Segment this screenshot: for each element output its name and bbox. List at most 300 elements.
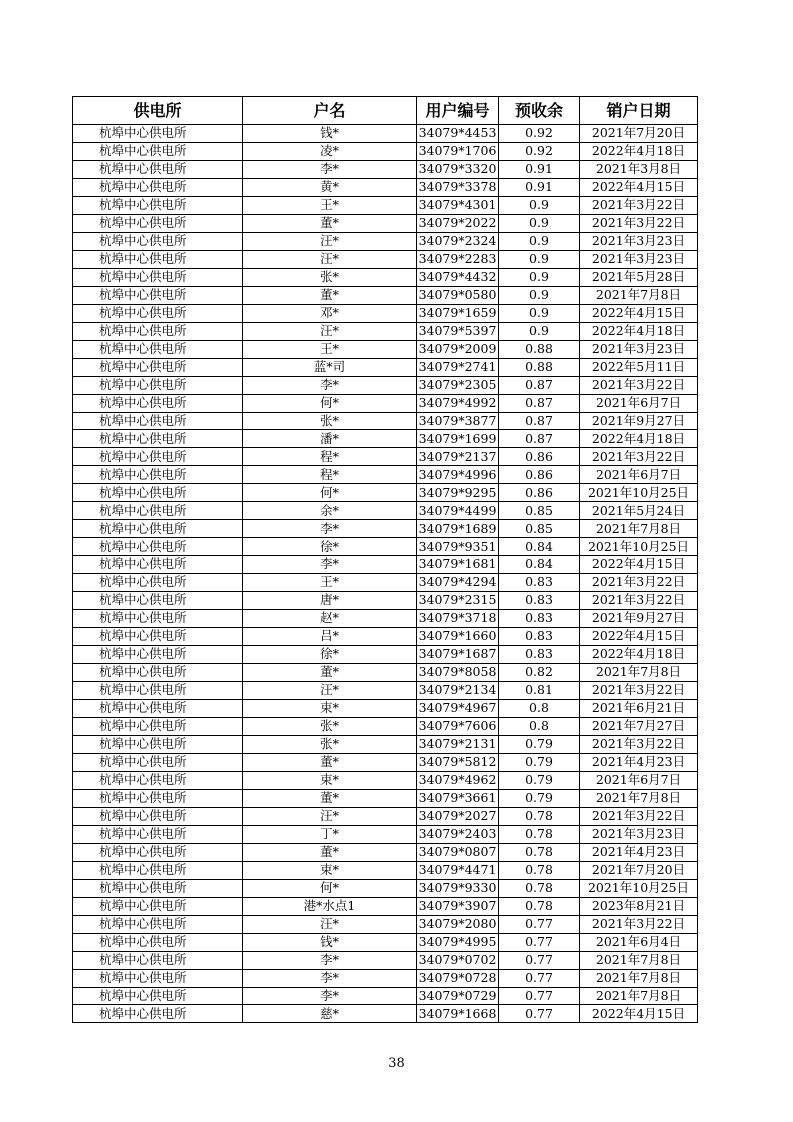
cell-prepaid-balance: 0.9 [499, 250, 580, 268]
cell-account-name: 王* [243, 574, 417, 592]
cell-user-id: 34079*3877 [417, 412, 499, 430]
cell-user-id: 34079*0807 [417, 843, 499, 861]
cell-prepaid-balance: 0.83 [499, 646, 580, 664]
table-row [73, 825, 698, 843]
cell-closure-date: 2021年3月8日 [580, 160, 698, 178]
cell-user-id: 34079*1668 [417, 1005, 499, 1023]
cell-closure-date: 2022年4月18日 [580, 646, 698, 664]
cell-account-name: 慈* [243, 1005, 417, 1023]
cell-closure-date: 2022年4月15日 [580, 178, 698, 196]
cell-user-id: 34079*4962 [417, 771, 499, 789]
cell-user-id: 34079*9330 [417, 879, 499, 897]
cell-account-name: 丁* [243, 825, 417, 843]
cell-closure-date: 2021年3月22日 [580, 592, 698, 610]
cell-prepaid-balance: 0.87 [499, 376, 580, 394]
table-row [73, 843, 698, 861]
cell-user-id: 34079*4995 [417, 933, 499, 951]
cell-power-office: 杭埠中心供电所 [73, 358, 243, 376]
cell-user-id: 34079*3907 [417, 897, 499, 915]
table-row [73, 574, 698, 592]
cell-user-id: 34079*1681 [417, 556, 499, 574]
cell-user-id: 34079*1687 [417, 646, 499, 664]
cell-closure-date: 2021年3月22日 [580, 807, 698, 825]
cell-user-id: 34079*4294 [417, 574, 499, 592]
cell-account-name: 凌* [243, 142, 417, 160]
cell-power-office: 杭埠中心供电所 [73, 250, 243, 268]
cell-power-office: 杭埠中心供电所 [73, 304, 243, 322]
table-row [73, 142, 698, 160]
table-row [73, 196, 698, 214]
cell-account-name: 程* [243, 466, 417, 484]
cell-account-name: 钱* [243, 933, 417, 951]
table-row [73, 915, 698, 933]
cell-prepaid-balance: 0.91 [499, 160, 580, 178]
table-row [73, 268, 698, 286]
cell-account-name: 蓝*司 [243, 358, 417, 376]
cell-power-office: 杭埠中心供电所 [73, 897, 243, 915]
cell-closure-date: 2021年4月23日 [580, 843, 698, 861]
cell-account-name: 何* [243, 394, 417, 412]
table-row [73, 520, 698, 538]
cell-closure-date: 2021年3月22日 [580, 376, 698, 394]
table-row [73, 771, 698, 789]
cell-account-name: 李* [243, 987, 417, 1005]
cell-closure-date: 2021年7月8日 [580, 951, 698, 969]
cell-power-office: 杭埠中心供电所 [73, 915, 243, 933]
table-row [73, 448, 698, 466]
cell-user-id: 34079*5812 [417, 753, 499, 771]
cell-power-office: 杭埠中心供电所 [73, 843, 243, 861]
cell-account-name: 何* [243, 879, 417, 897]
cell-account-name: 汪* [243, 915, 417, 933]
cell-power-office: 杭埠中心供电所 [73, 1005, 243, 1023]
header-user-id: 用户编号 [417, 97, 499, 125]
cell-closure-date: 2021年3月22日 [580, 196, 698, 214]
cell-closure-date: 2021年3月23日 [580, 250, 698, 268]
cell-user-id: 34079*4432 [417, 268, 499, 286]
cell-closure-date: 2021年7月20日 [580, 125, 698, 143]
cell-account-name: 汪* [243, 232, 417, 250]
cell-account-name: 吕* [243, 628, 417, 646]
cell-power-office: 杭埠中心供电所 [73, 322, 243, 340]
cell-prepaid-balance: 0.9 [499, 286, 580, 304]
cell-prepaid-balance: 0.79 [499, 735, 580, 753]
table-row [73, 358, 698, 376]
cell-prepaid-balance: 0.88 [499, 358, 580, 376]
cell-closure-date: 2022年4月18日 [580, 430, 698, 448]
cell-prepaid-balance: 0.88 [499, 340, 580, 358]
cell-closure-date: 2021年6月21日 [580, 700, 698, 718]
cell-prepaid-balance: 0.87 [499, 412, 580, 430]
table-row [73, 250, 698, 268]
cell-power-office: 杭埠中心供电所 [73, 717, 243, 735]
cell-power-office: 杭埠中心供电所 [73, 376, 243, 394]
cell-prepaid-balance: 0.9 [499, 322, 580, 340]
table-row [73, 592, 698, 610]
cell-closure-date: 2021年3月22日 [580, 682, 698, 700]
cell-power-office: 杭埠中心供电所 [73, 807, 243, 825]
cell-closure-date: 2021年10月25日 [580, 538, 698, 556]
cell-account-name: 李* [243, 376, 417, 394]
cell-user-id: 34079*9295 [417, 484, 499, 502]
cell-prepaid-balance: 0.77 [499, 951, 580, 969]
cell-user-id: 34079*1699 [417, 430, 499, 448]
cell-prepaid-balance: 0.87 [499, 430, 580, 448]
table-row [73, 879, 698, 897]
table-row [73, 484, 698, 502]
cell-account-name: 邓* [243, 304, 417, 322]
cell-closure-date: 2021年7月8日 [580, 664, 698, 682]
cell-closure-date: 2022年4月18日 [580, 322, 698, 340]
cell-user-id: 34079*4996 [417, 466, 499, 484]
cell-closure-date: 2021年3月22日 [580, 735, 698, 753]
cell-power-office: 杭埠中心供电所 [73, 484, 243, 502]
table-row [73, 502, 698, 520]
cell-power-office: 杭埠中心供电所 [73, 502, 243, 520]
header-account-name: 户名 [243, 97, 417, 125]
table-row [73, 322, 698, 340]
cell-account-name: 汪* [243, 250, 417, 268]
cell-account-name: 张* [243, 735, 417, 753]
cell-prepaid-balance: 0.92 [499, 142, 580, 160]
cell-prepaid-balance: 0.79 [499, 789, 580, 807]
cell-prepaid-balance: 0.86 [499, 448, 580, 466]
cell-prepaid-balance: 0.77 [499, 969, 580, 987]
cell-prepaid-balance: 0.78 [499, 807, 580, 825]
cell-account-name: 李* [243, 951, 417, 969]
cell-power-office: 杭埠中心供电所 [73, 232, 243, 250]
cell-user-id: 34079*0702 [417, 951, 499, 969]
cell-power-office: 杭埠中心供电所 [73, 340, 243, 358]
cell-user-id: 34079*0729 [417, 987, 499, 1005]
table-row [73, 430, 698, 448]
cell-account-name: 董* [243, 286, 417, 304]
cell-power-office: 杭埠中心供电所 [73, 682, 243, 700]
cell-closure-date: 2021年10月25日 [580, 879, 698, 897]
cell-prepaid-balance: 0.9 [499, 196, 580, 214]
table-row [73, 538, 698, 556]
table-row [73, 160, 698, 178]
cell-power-office: 杭埠中心供电所 [73, 556, 243, 574]
cell-power-office: 杭埠中心供电所 [73, 825, 243, 843]
cell-user-id: 34079*2315 [417, 592, 499, 610]
table-row [73, 987, 698, 1005]
cell-user-id: 34079*4967 [417, 700, 499, 718]
cell-closure-date: 2021年7月8日 [580, 987, 698, 1005]
cell-power-office: 杭埠中心供电所 [73, 771, 243, 789]
cell-power-office: 杭埠中心供电所 [73, 178, 243, 196]
table-row [73, 735, 698, 753]
cell-prepaid-balance: 0.8 [499, 700, 580, 718]
cell-closure-date: 2021年7月8日 [580, 969, 698, 987]
cell-closure-date: 2021年6月7日 [580, 466, 698, 484]
cell-user-id: 34079*4992 [417, 394, 499, 412]
cell-closure-date: 2022年4月15日 [580, 556, 698, 574]
cell-closure-date: 2022年4月15日 [580, 1005, 698, 1023]
table-row [73, 682, 698, 700]
cell-power-office: 杭埠中心供电所 [73, 664, 243, 682]
cell-prepaid-balance: 0.83 [499, 592, 580, 610]
cell-power-office: 杭埠中心供电所 [73, 214, 243, 232]
cell-prepaid-balance: 0.84 [499, 556, 580, 574]
cell-power-office: 杭埠中心供电所 [73, 951, 243, 969]
cell-closure-date: 2022年4月15日 [580, 304, 698, 322]
cell-user-id: 34079*2131 [417, 735, 499, 753]
table-row [73, 286, 698, 304]
cell-account-name: 钱* [243, 125, 417, 143]
cell-account-name: 徐* [243, 646, 417, 664]
cell-account-name: 张* [243, 268, 417, 286]
table-row [73, 556, 698, 574]
account-closure-table [72, 96, 698, 1023]
cell-user-id: 34079*1660 [417, 628, 499, 646]
cell-prepaid-balance: 0.78 [499, 879, 580, 897]
cell-user-id: 34079*3378 [417, 178, 499, 196]
cell-closure-date: 2021年7月8日 [580, 520, 698, 538]
cell-user-id: 34079*4301 [417, 196, 499, 214]
cell-user-id: 34079*7606 [417, 717, 499, 735]
cell-power-office: 杭埠中心供电所 [73, 286, 243, 304]
cell-account-name: 汪* [243, 682, 417, 700]
cell-user-id: 34079*0580 [417, 286, 499, 304]
cell-closure-date: 2021年3月22日 [580, 915, 698, 933]
page-number: 38 [388, 1056, 405, 1071]
table-body [73, 125, 698, 1023]
table-row [73, 646, 698, 664]
cell-prepaid-balance: 0.9 [499, 214, 580, 232]
cell-prepaid-balance: 0.82 [499, 664, 580, 682]
cell-account-name: 束* [243, 861, 417, 879]
cell-closure-date: 2021年10月25日 [580, 484, 698, 502]
cell-account-name: 潘* [243, 430, 417, 448]
cell-prepaid-balance: 0.87 [499, 394, 580, 412]
cell-user-id: 34079*3320 [417, 160, 499, 178]
cell-closure-date: 2022年4月15日 [580, 628, 698, 646]
cell-power-office: 杭埠中心供电所 [73, 430, 243, 448]
cell-user-id: 34079*8058 [417, 664, 499, 682]
table-row [73, 376, 698, 394]
table-row [73, 125, 698, 143]
cell-closure-date: 2021年7月27日 [580, 717, 698, 735]
cell-power-office: 杭埠中心供电所 [73, 933, 243, 951]
cell-power-office: 杭埠中心供电所 [73, 592, 243, 610]
cell-user-id: 34079*5397 [417, 322, 499, 340]
table-row [73, 466, 698, 484]
cell-closure-date: 2021年4月23日 [580, 753, 698, 771]
cell-user-id: 34079*0728 [417, 969, 499, 987]
cell-account-name: 徐* [243, 538, 417, 556]
cell-closure-date: 2021年9月27日 [580, 412, 698, 430]
cell-user-id: 34079*1706 [417, 142, 499, 160]
cell-power-office: 杭埠中心供电所 [73, 448, 243, 466]
cell-power-office: 杭埠中心供电所 [73, 735, 243, 753]
table-row [73, 178, 698, 196]
cell-user-id: 34079*2305 [417, 376, 499, 394]
cell-user-id: 34079*2134 [417, 682, 499, 700]
table-row [73, 214, 698, 232]
cell-prepaid-balance: 0.9 [499, 268, 580, 286]
cell-closure-date: 2021年7月20日 [580, 861, 698, 879]
cell-account-name: 王* [243, 196, 417, 214]
table-row [73, 969, 698, 987]
table-row [73, 807, 698, 825]
table-row [73, 861, 698, 879]
cell-prepaid-balance: 0.77 [499, 915, 580, 933]
cell-account-name: 唐* [243, 592, 417, 610]
cell-power-office: 杭埠中心供电所 [73, 538, 243, 556]
cell-closure-date: 2023年8月21日 [580, 897, 698, 915]
cell-user-id: 34079*9351 [417, 538, 499, 556]
cell-user-id: 34079*2022 [417, 214, 499, 232]
table-row [73, 717, 698, 735]
cell-prepaid-balance: 0.77 [499, 933, 580, 951]
cell-closure-date: 2021年5月24日 [580, 502, 698, 520]
cell-closure-date: 2021年3月23日 [580, 340, 698, 358]
cell-user-id: 34079*2741 [417, 358, 499, 376]
cell-closure-date: 2022年5月11日 [580, 358, 698, 376]
cell-account-name: 程* [243, 448, 417, 466]
cell-account-name: 余* [243, 502, 417, 520]
cell-account-name: 汪* [243, 807, 417, 825]
cell-closure-date: 2021年5月28日 [580, 268, 698, 286]
cell-power-office: 杭埠中心供电所 [73, 861, 243, 879]
cell-user-id: 34079*3718 [417, 610, 499, 628]
cell-prepaid-balance: 0.85 [499, 502, 580, 520]
table-row [73, 628, 698, 646]
cell-power-office: 杭埠中心供电所 [73, 646, 243, 664]
cell-account-name: 董* [243, 214, 417, 232]
cell-prepaid-balance: 0.81 [499, 682, 580, 700]
table-row [73, 897, 698, 915]
cell-closure-date: 2021年9月27日 [580, 610, 698, 628]
cell-closure-date: 2021年3月22日 [580, 574, 698, 592]
cell-account-name: 李* [243, 969, 417, 987]
cell-power-office: 杭埠中心供电所 [73, 160, 243, 178]
table-row [73, 753, 698, 771]
cell-power-office: 杭埠中心供电所 [73, 700, 243, 718]
cell-closure-date: 2021年6月7日 [580, 394, 698, 412]
cell-user-id: 34079*4471 [417, 861, 499, 879]
cell-prepaid-balance: 0.84 [499, 538, 580, 556]
cell-user-id: 34079*2027 [417, 807, 499, 825]
cell-prepaid-balance: 0.8 [499, 717, 580, 735]
cell-account-name: 赵* [243, 610, 417, 628]
cell-account-name: 李* [243, 520, 417, 538]
cell-account-name: 何* [243, 484, 417, 502]
cell-prepaid-balance: 0.86 [499, 466, 580, 484]
cell-account-name: 汪* [243, 322, 417, 340]
cell-prepaid-balance: 0.86 [499, 484, 580, 502]
header-closure-date: 销户日期 [580, 97, 698, 125]
cell-power-office: 杭埠中心供电所 [73, 466, 243, 484]
cell-user-id: 34079*4499 [417, 502, 499, 520]
cell-prepaid-balance: 0.92 [499, 125, 580, 143]
cell-closure-date: 2021年3月22日 [580, 214, 698, 232]
cell-prepaid-balance: 0.91 [499, 178, 580, 196]
table-row [73, 232, 698, 250]
table-row [73, 789, 698, 807]
cell-power-office: 杭埠中心供电所 [73, 574, 243, 592]
cell-closure-date: 2021年7月8日 [580, 789, 698, 807]
cell-power-office: 杭埠中心供电所 [73, 753, 243, 771]
cell-power-office: 杭埠中心供电所 [73, 142, 243, 160]
cell-prepaid-balance: 0.79 [499, 753, 580, 771]
cell-account-name: 董* [243, 789, 417, 807]
cell-power-office: 杭埠中心供电所 [73, 610, 243, 628]
cell-account-name: 董* [243, 664, 417, 682]
cell-prepaid-balance: 0.77 [499, 1005, 580, 1023]
cell-power-office: 杭埠中心供电所 [73, 987, 243, 1005]
cell-user-id: 34079*2403 [417, 825, 499, 843]
table-row [73, 610, 698, 628]
cell-account-name: 王* [243, 340, 417, 358]
table-row [73, 340, 698, 358]
cell-prepaid-balance: 0.9 [499, 232, 580, 250]
cell-account-name: 董* [243, 843, 417, 861]
table-row [73, 1005, 698, 1023]
cell-user-id: 34079*2324 [417, 232, 499, 250]
cell-prepaid-balance: 0.85 [499, 520, 580, 538]
cell-user-id: 34079*4453 [417, 125, 499, 143]
cell-prepaid-balance: 0.83 [499, 574, 580, 592]
cell-prepaid-balance: 0.78 [499, 825, 580, 843]
cell-closure-date: 2021年7月8日 [580, 286, 698, 304]
cell-account-name: 束* [243, 700, 417, 718]
cell-account-name: 李* [243, 160, 417, 178]
cell-prepaid-balance: 0.77 [499, 987, 580, 1005]
table-row [73, 664, 698, 682]
cell-account-name: 张* [243, 412, 417, 430]
cell-power-office: 杭埠中心供电所 [73, 394, 243, 412]
cell-prepaid-balance: 0.83 [499, 628, 580, 646]
cell-power-office: 杭埠中心供电所 [73, 268, 243, 286]
cell-power-office: 杭埠中心供电所 [73, 879, 243, 897]
cell-power-office: 杭埠中心供电所 [73, 520, 243, 538]
table-row [73, 304, 698, 322]
cell-account-name: 黄* [243, 178, 417, 196]
cell-closure-date: 2021年3月23日 [580, 825, 698, 843]
cell-account-name: 港*水点1 [243, 897, 417, 915]
cell-prepaid-balance: 0.79 [499, 771, 580, 789]
table-header-row [73, 97, 698, 125]
cell-power-office: 杭埠中心供电所 [73, 125, 243, 143]
cell-closure-date: 2021年6月4日 [580, 933, 698, 951]
cell-closure-date: 2021年6月7日 [580, 771, 698, 789]
cell-closure-date: 2021年3月22日 [580, 448, 698, 466]
cell-user-id: 34079*1659 [417, 304, 499, 322]
header-prepaid-balance: 预收余 [499, 97, 580, 125]
cell-prepaid-balance: 0.78 [499, 897, 580, 915]
table-row [73, 394, 698, 412]
cell-power-office: 杭埠中心供电所 [73, 628, 243, 646]
cell-user-id: 34079*1689 [417, 520, 499, 538]
cell-power-office: 杭埠中心供电所 [73, 789, 243, 807]
cell-account-name: 束* [243, 771, 417, 789]
cell-account-name: 张* [243, 717, 417, 735]
cell-closure-date: 2021年3月23日 [580, 232, 698, 250]
cell-prepaid-balance: 0.83 [499, 610, 580, 628]
table-row [73, 933, 698, 951]
cell-user-id: 34079*2009 [417, 340, 499, 358]
cell-power-office: 杭埠中心供电所 [73, 196, 243, 214]
table-row [73, 700, 698, 718]
cell-closure-date: 2022年4月18日 [580, 142, 698, 160]
cell-account-name: 李* [243, 556, 417, 574]
cell-account-name: 董* [243, 753, 417, 771]
cell-user-id: 34079*2080 [417, 915, 499, 933]
table-row [73, 951, 698, 969]
cell-prepaid-balance: 0.78 [499, 843, 580, 861]
